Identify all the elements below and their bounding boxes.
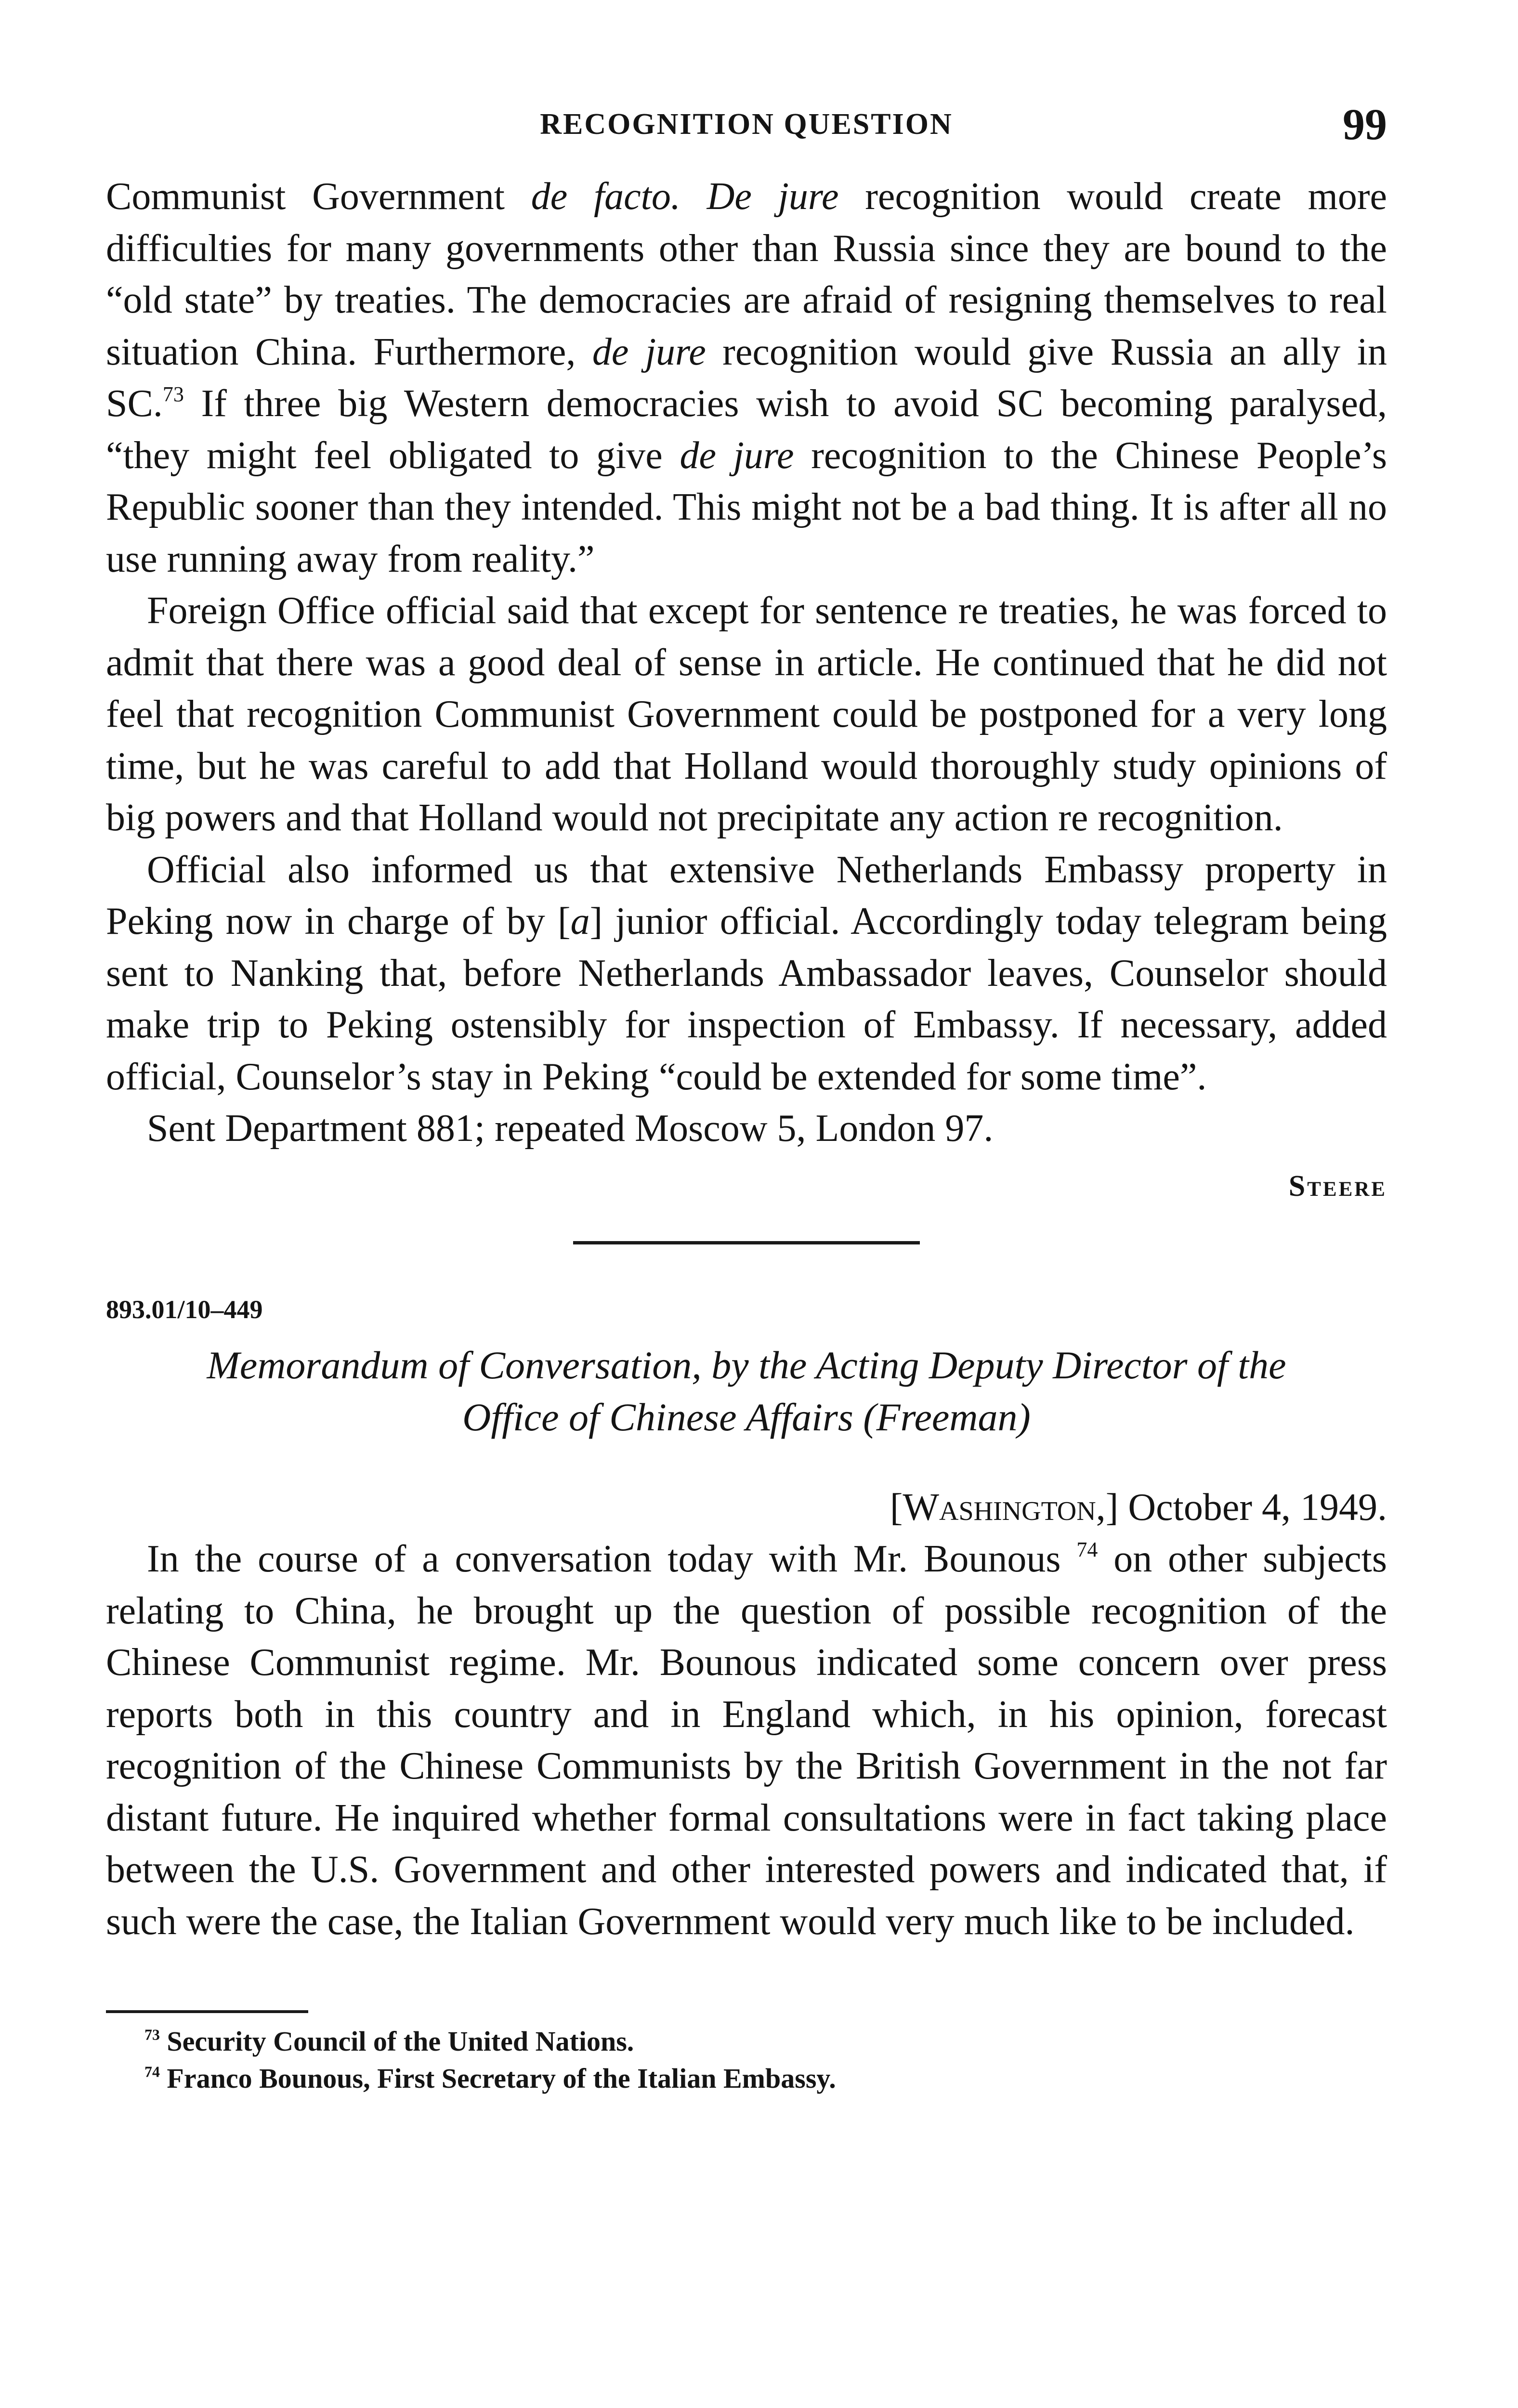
memo-paragraph (106, 1533, 1387, 1948)
letter-paragraph-1 (106, 171, 1387, 585)
p1-text-e: recognition would create more difficulties for many governments other than Russia since they are bound to the “old state” by treaties. The democracies are afraid of resigning themselves to real situation China. Furthermore, (106, 175, 1387, 373)
text-block (106, 171, 1387, 2097)
p1-text-j: recognition to the Chinese People’s Republic sooner than they intended. This might not be a bad thing. It is after all no use running away from reality.” (106, 434, 1387, 580)
footnote-rule (106, 2010, 308, 2013)
footnote-ref-74: 74 (1076, 1538, 1098, 1562)
running-head (106, 99, 1387, 152)
p1-text-a: Communist Government (106, 175, 531, 218)
document-reference: 893.01/10–449 (106, 1295, 263, 1324)
p1-italic-de-jure-1: De jure (707, 175, 839, 218)
p1-italic-de-jure-3: de jure (680, 434, 794, 477)
letter-paragraph-3 (106, 844, 1387, 1103)
footnote-mark-74: 74 (144, 2063, 160, 2081)
footnote-74 (144, 2060, 1387, 2097)
footnote-text-74: Franco Bounous, First Secretary of the Italian Embassy. (159, 2063, 836, 2094)
signature: Steere (1288, 1169, 1387, 1203)
memo-text-b: on other subjects relating to China, he brought up the question of possible recognition of the Chinese Communist regime. Mr. Bounous indicated some concern over press reports both in this country and in England which, in his opinion, forecast recognition of the Chinese Communists by the British Government in the not far distant future. He inquired whether formal consultations were in fact taking place between the U.S. Government and other interested powers and indicated that, if such were the case, the Italian Government would very much like to be included. (106, 1538, 1387, 1943)
running-title: RECOGNITION QUESTION (540, 108, 953, 141)
dateline-place: [Washington,] (890, 1486, 1119, 1529)
dateline (106, 1482, 1387, 1534)
section-divider (573, 1241, 920, 1244)
dateline-date: October 4, 1949. (1118, 1486, 1387, 1529)
p3-text-a: Official also informed us that extensive Netherlands Embassy property in Peking now in charge of by [ (106, 848, 1387, 942)
p1-text-g: recognition would give Russia an ally in SC. (106, 330, 1387, 425)
page-number: 99 (1343, 100, 1387, 149)
footnote-mark-73: 73 (144, 2026, 160, 2043)
memo-title-line-1: Memorandum of Conversation, by the Acting Deputy Director of the (207, 1343, 1286, 1387)
footnotes (106, 2023, 1387, 2097)
p3-italic-a: a (570, 900, 590, 942)
p1-italic-de-jure-2: de jure (592, 330, 706, 373)
letter-paragraph-4: Sent Department 881; repeated Moscow 5, London 97. (147, 1107, 994, 1150)
memo-text-a: In the course of a conversation today with Mr. Bounous (147, 1538, 1077, 1580)
footnote-ref-73: 73 (162, 382, 184, 406)
memo-title-line-2: Office of Chinese Affairs (Freeman) (462, 1395, 1031, 1439)
p1-italic-de-facto: de facto. (531, 175, 680, 218)
letter-paragraph-2: Foreign Office official said that except for sentence re treaties, he was forced to admit that there was a good deal of sense in article. He continued that he did not feel that recognition Communist Government could be postponed for a very long time, but he was careful to add that Holland would thoroughly study opinions of big powers and that Holland would not precipitate any action re recognition. (106, 589, 1387, 839)
p1-text-c (680, 175, 707, 218)
footnote-text-73: Security Council of the United Nations. (159, 2026, 634, 2057)
p1-text-h: If three big Western democracies wish to avoid SC becoming paralysed, “they might feel obligated to give (106, 382, 1387, 477)
p3-text-c: ] junior official. Accordingly today telegram being sent to Nanking that, before Netherlands Ambassador leaves, Counselor should make trip to Peking ostensibly for inspection of Embassy. If necessary, added official, Counselor’s stay in Peking “could be extended for some time”. (106, 900, 1387, 1098)
memo-title (106, 1339, 1387, 1443)
footnote-73 (144, 2023, 1387, 2060)
